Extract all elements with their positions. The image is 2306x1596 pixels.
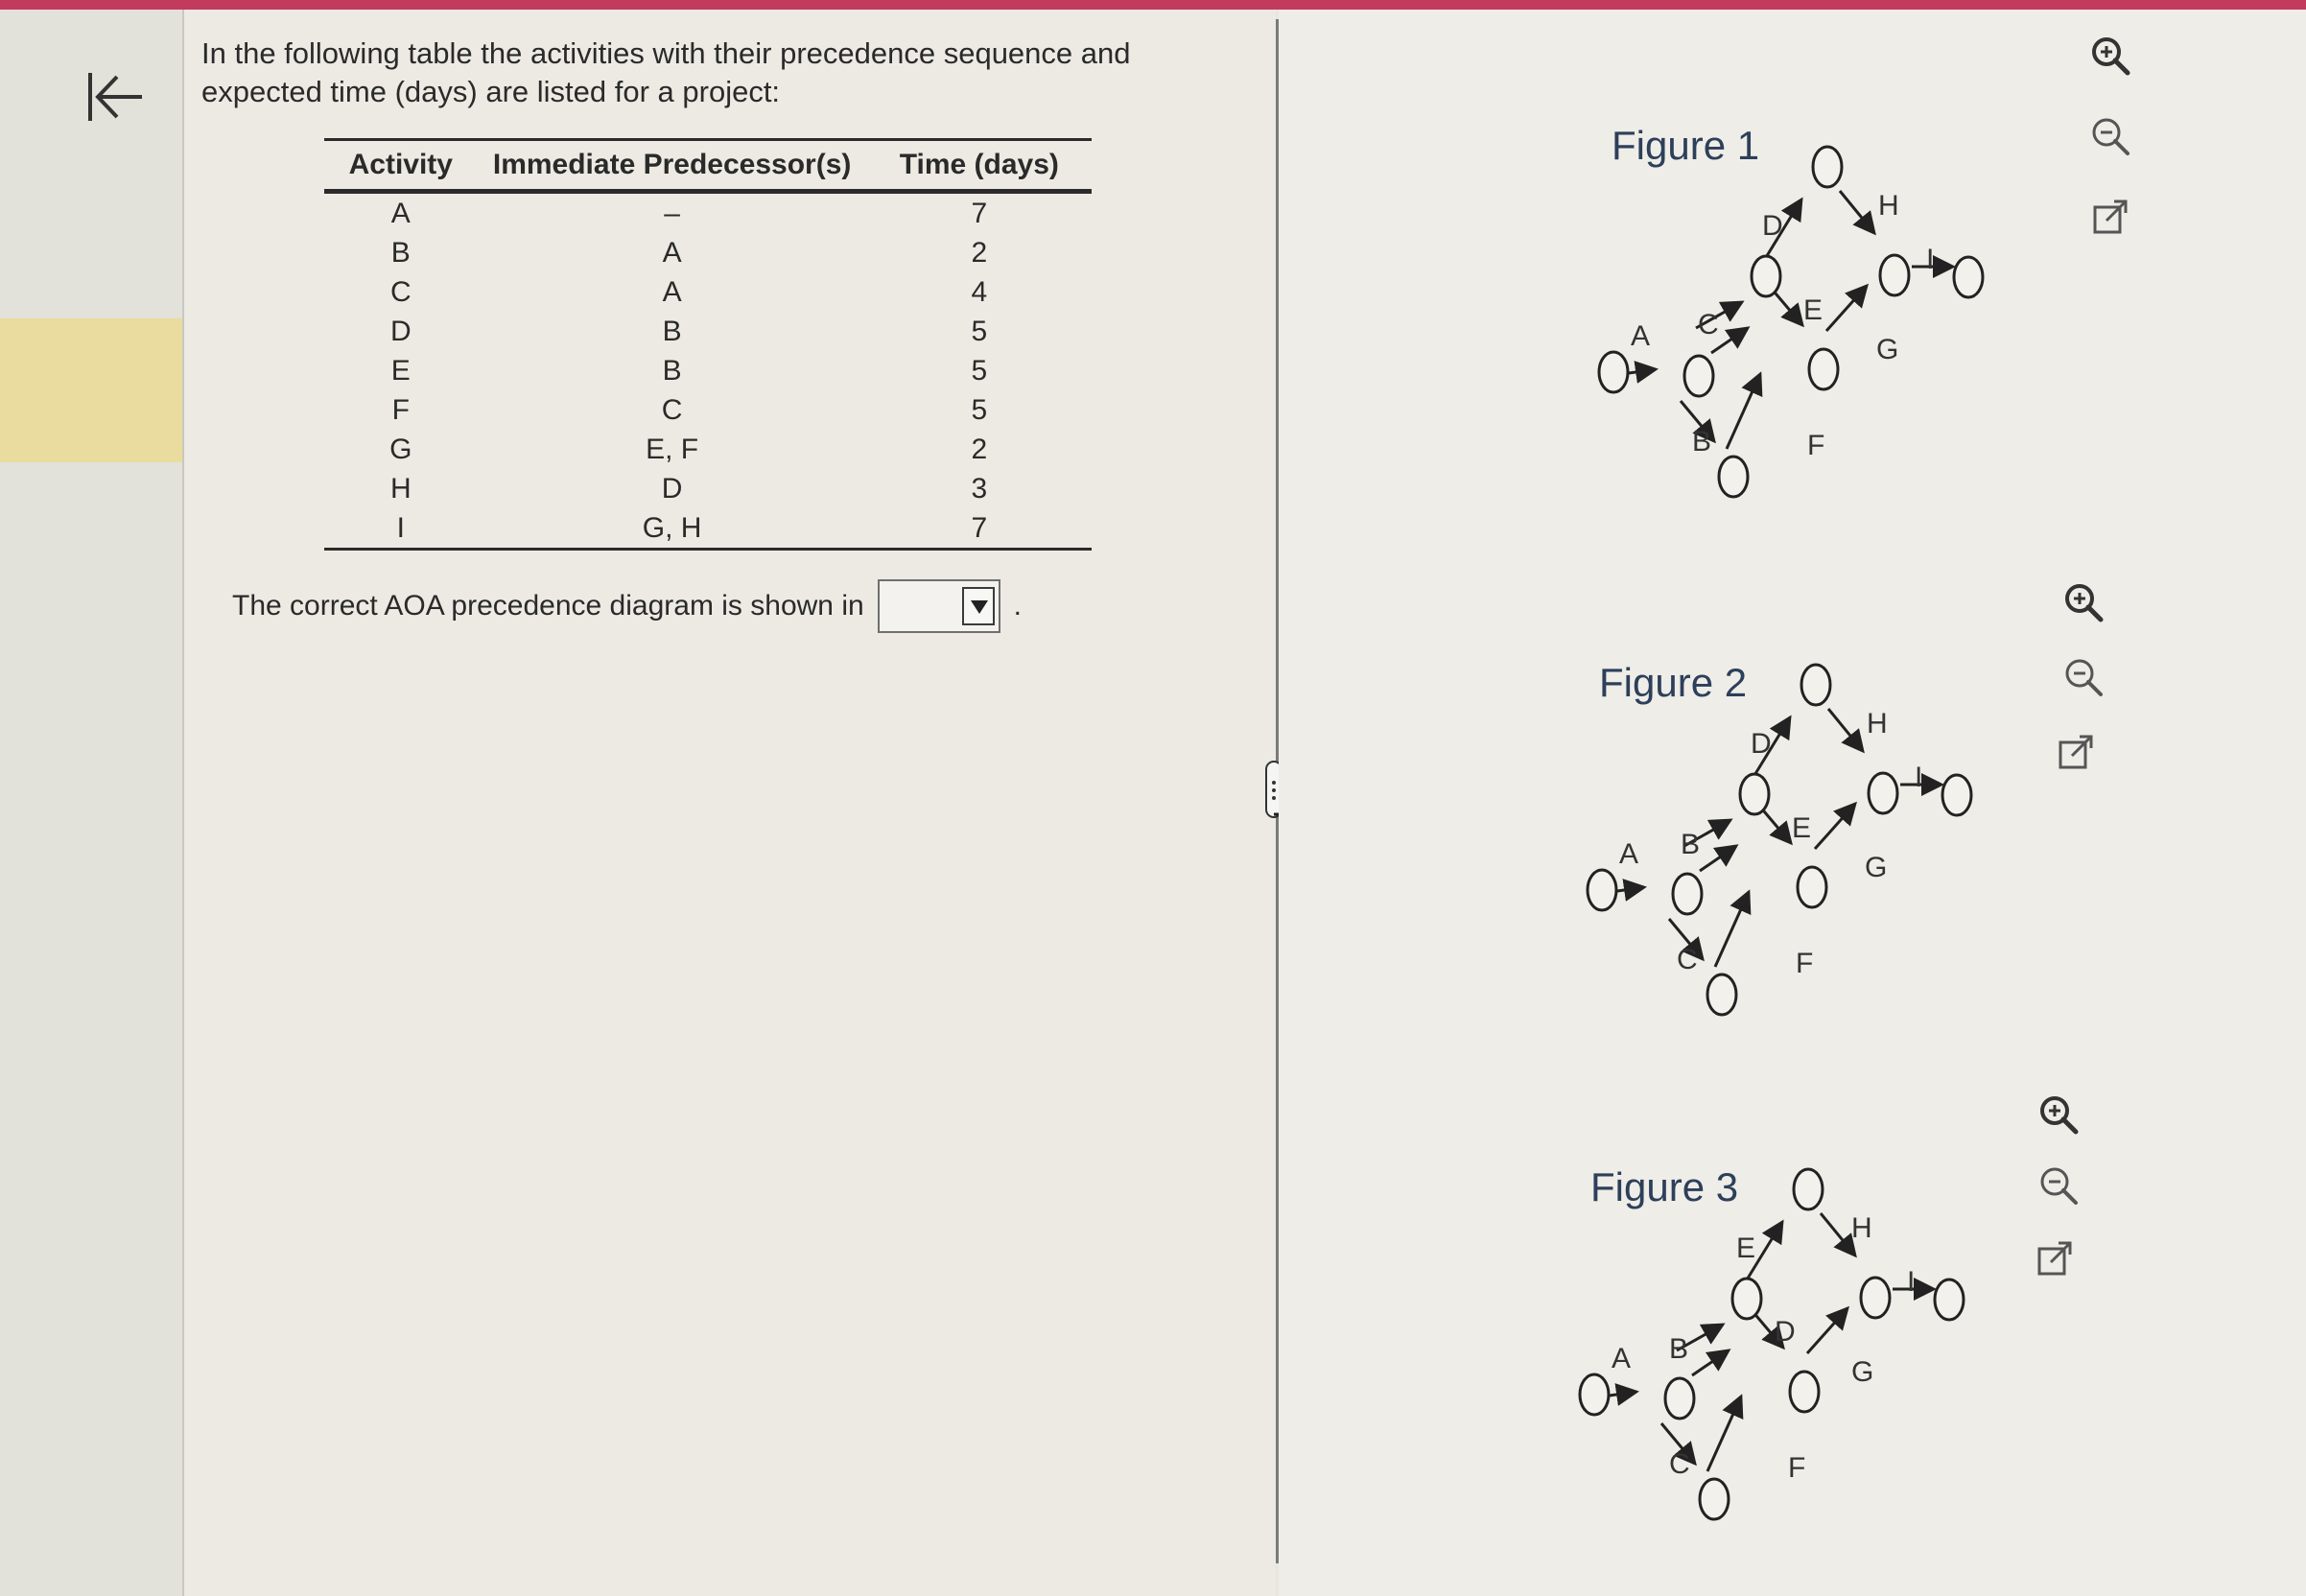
cell-predecessor: – [664, 197, 680, 229]
top-accent-bar [0, 0, 2306, 10]
table-header-row [324, 140, 1092, 192]
cell-time: 2 [971, 433, 988, 465]
fig2-label-i: I [1915, 762, 1923, 793]
cell-time: 4 [971, 275, 988, 308]
figure-1-zoom-out-icon[interactable] [2087, 113, 2133, 159]
figure-3-zoom-in-icon[interactable] [2035, 1091, 2082, 1138]
fig1-label-i: I [1926, 244, 1935, 275]
fig1-label-g: G [1876, 334, 1899, 365]
fig3-label-e: E [1736, 1232, 1756, 1264]
cell-predecessor: A [662, 236, 682, 269]
fig3-label-f: F [1788, 1452, 1806, 1484]
figure-1-diagram [1592, 134, 2053, 518]
table-row [324, 272, 1092, 312]
cell-activity: I [396, 511, 405, 544]
cell-predecessor: D [661, 472, 683, 505]
fig3-label-a: A [1612, 1343, 1632, 1374]
question-text: In the following table the activities with their precedence sequence and expected time (days) are listed for a project: [201, 36, 1131, 108]
cell-activity: E [390, 354, 411, 387]
fig2-label-a: A [1619, 838, 1639, 870]
fig3-label-g: G [1851, 1356, 1874, 1388]
fig3-label-c: C [1669, 1448, 1690, 1480]
figure-2-diagram [1581, 671, 2041, 1055]
figure-2-zoom-in-icon[interactable] [2060, 579, 2106, 625]
fig1-label-b: B [1692, 426, 1712, 458]
figure-1-open-external-icon[interactable] [2087, 196, 2133, 242]
figure-3-zoom-out-icon[interactable] [2035, 1162, 2082, 1209]
fig2-label-d: D [1751, 728, 1772, 760]
table-row [324, 192, 1092, 234]
figure-3-open-external-icon[interactable] [2032, 1237, 2078, 1283]
dropdown-arrow-icon[interactable] [962, 587, 995, 625]
fig1-label-f: F [1807, 430, 1825, 461]
header-time: Time (days) [899, 149, 1059, 180]
cell-predecessor: B [662, 354, 682, 387]
fig1-label-d: D [1762, 210, 1783, 242]
fig2-label-b: B [1681, 829, 1701, 860]
cell-activity: H [389, 472, 412, 505]
figure-select-dropdown[interactable] [878, 579, 1000, 633]
cell-predecessor: C [661, 393, 683, 426]
cell-time: 3 [971, 472, 988, 505]
collapse-panel-icon[interactable] [82, 63, 150, 130]
figure-2-open-external-icon[interactable] [2053, 731, 2099, 777]
table-row [324, 390, 1092, 430]
cell-activity: F [391, 393, 410, 426]
cell-time: 7 [971, 511, 988, 544]
fig3-label-d: D [1775, 1316, 1796, 1348]
table-row [324, 312, 1092, 351]
table-row [324, 233, 1092, 272]
cell-predecessor: G, H [642, 511, 702, 544]
fig2-label-c: C [1677, 944, 1698, 975]
answer-period: . [1013, 590, 1023, 622]
cell-time: 5 [971, 315, 988, 347]
cell-time: 5 [971, 354, 988, 387]
table-row [324, 430, 1092, 469]
cell-predecessor: A [662, 275, 682, 308]
table-row [324, 351, 1092, 390]
figure-2-title: Figure 2 [1599, 660, 1748, 705]
fig1-label-a: A [1631, 320, 1651, 352]
figure-2-zoom-out-icon[interactable] [2060, 654, 2106, 700]
cell-time: 5 [971, 393, 988, 426]
fig2-label-f: F [1796, 948, 1814, 979]
answer-prompt: The correct AOA precedence diagram is shown in [232, 590, 864, 622]
header-predecessors: Immediate Predecessor(s) [492, 149, 852, 180]
table-row [324, 508, 1092, 550]
cell-time: 2 [971, 236, 988, 269]
cell-activity: G [389, 433, 412, 465]
figure-1-title: Figure 1 [1612, 123, 1760, 168]
fig1-label-c: C [1698, 309, 1719, 340]
fig3-label-b: B [1669, 1333, 1689, 1365]
figure-1-zoom-in-icon[interactable] [2087, 33, 2133, 79]
cell-activity: A [390, 197, 411, 229]
fig2-label-e: E [1792, 812, 1812, 844]
table-row [324, 469, 1092, 508]
fig3-label-i: I [1907, 1266, 1916, 1298]
answer-row [232, 579, 1022, 633]
fig2-label-g: G [1865, 852, 1888, 883]
activity-table [324, 138, 1092, 551]
fig3-label-h: H [1851, 1212, 1872, 1244]
cell-time: 7 [971, 197, 988, 229]
cell-predecessor: B [662, 315, 682, 347]
fig1-label-h: H [1878, 190, 1899, 222]
cell-predecessor: E, F [646, 433, 699, 465]
cell-activity: B [390, 236, 411, 269]
header-activity: Activity [348, 149, 453, 180]
cell-activity: D [389, 315, 412, 347]
fig1-label-e: E [1803, 294, 1824, 326]
figure-3-diagram [1573, 1176, 2034, 1560]
left-rail [0, 10, 182, 1596]
fig2-label-h: H [1867, 708, 1888, 739]
figure-3-title: Figure 3 [1590, 1164, 1739, 1209]
cell-activity: C [389, 275, 412, 308]
rail-highlight [0, 318, 182, 462]
